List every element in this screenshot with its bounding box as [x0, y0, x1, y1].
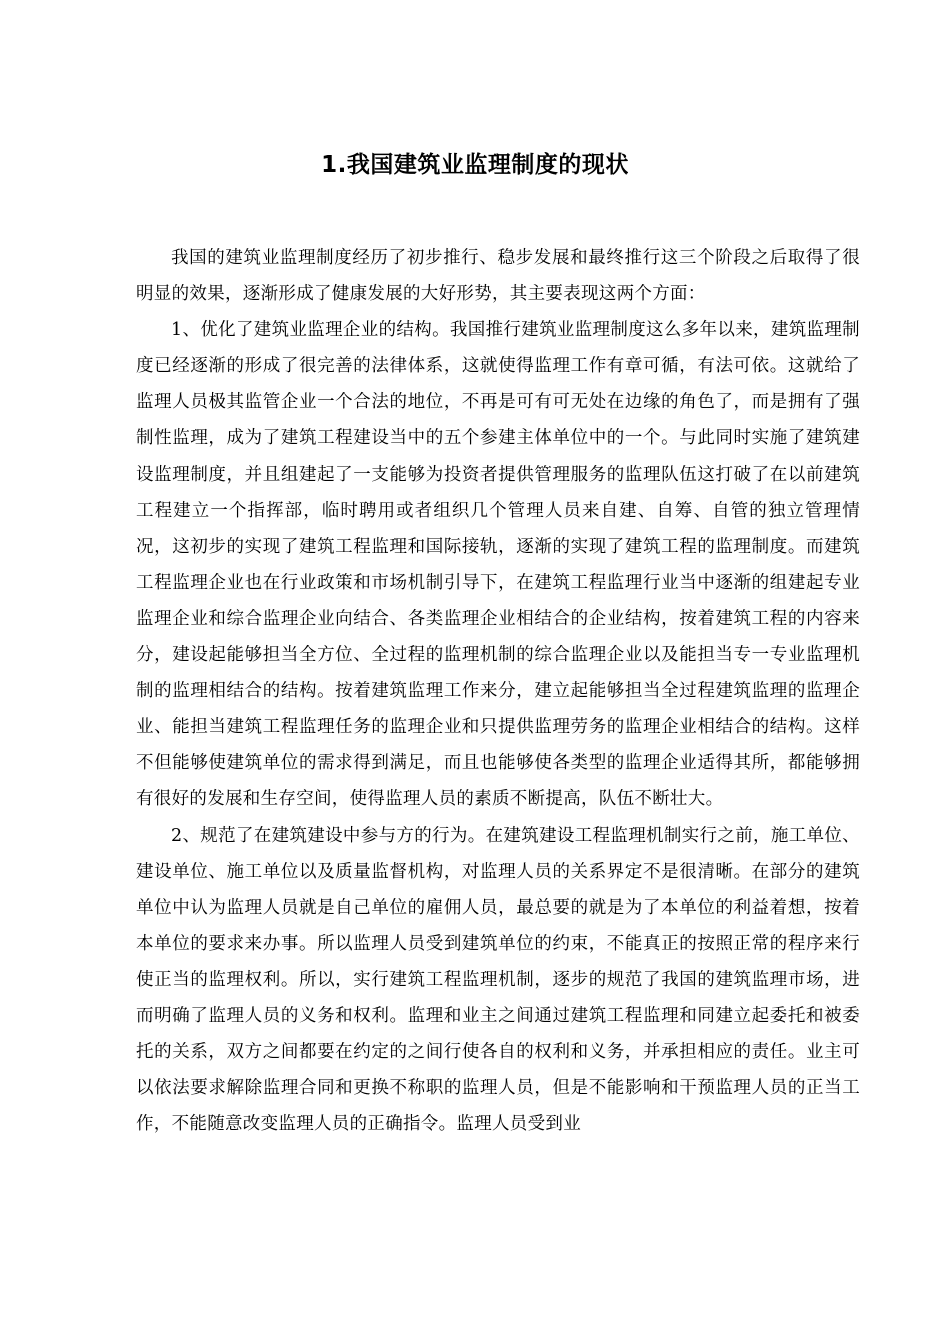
paragraph-intro: 我国的建筑业监理制度经历了初步推行、稳步发展和最终推行这三个阶段之后取得了很明显的效果，逐渐形成了健康发展的大好形势，其主要表现这两个方面： — [136, 248, 860, 305]
body-text — [136, 240, 860, 1142]
paragraph-point-2: 2、规范了在建筑建设中参与方的行为。在建筑建设工程监理机制实行之前，施工单位、建设单位、施工单位以及质量监督机构，对监理人员的关系界定不是很清晰。在部分的建筑单位中认为监理人员就是自己单位的雇佣人员，最总要的就是为了本单位的利益着想，按着本单位的要求来办事。所以监理人员受到建筑单位的约束，不能真正的按照正常的程序来行使正当的监理权利。所以，实行建筑工程监理机制，逐步的规范了我国的建筑监理市场，进而明确了监理人员的义务和权利。监理和业主之间通过建筑工程监理和同建立起委托和被委托的关系，双方之间都要在约定的之间行使各自的权利和义务，并承担相应的责任。业主可以依法要求解除监理合同和更换不称职的监理人员，但是不能影响和干预监理人员的正当工作，不能随意改变监理人员的正确指令。监理人员受到业 — [136, 825, 860, 1135]
paragraph-point-1: 1、优化了建筑业监理企业的结构。我国推行建筑业监理制度这么多年以来，建筑监理制度已经逐渐的形成了很完善的法律体系，这就使得监理工作有章可循，有法可依。这就给了监理人员极其监管企业一个合法的地位，不再是可有可无处在边缘的角色了，而是拥有了强制性监理，成为了建筑工程建设当中的五个参建主体单位中的一个。与此同时实施了建筑建设监理制度，并且组建起了一支能够为投资者提供管理服务的监理队伍这打破了在以前建筑工程建立一个指挥部，临时聘用或者组织几个管理人员来自建、自筹、自管的独立管理情况，这初步的实现了建筑工程监理和国际接轨，逐渐的实现了建筑工程的监理制度。而建筑工程监理企业也在行业政策和市场机制引导下，在建筑工程监理行业当中逐渐的组建起专业监理企业和综合监理企业向结合、各类监理企业相结合的企业结构，按着建筑工程的内容来分，建设起能够担当全方位、全过程的监理机制的综合监理企业以及能担当专一专业监理机制的监理相结合的结构。按着建筑监理工作来分，建立起能够担当全过程建筑监理的监理企业、能担当建筑工程监理任务的监理企业和只提供监理劳务的监理企业相结合的结构。这样不但能够使建筑单位的需求得到满足，而且也能够使各类型的监理企业适得其所，都能够拥有很好的发展和生存空间，使得监理人员的素质不断提高，队伍不断壮大。 — [136, 320, 860, 810]
section-title: 1.我国建筑业监理制度的现状 — [321, 152, 629, 178]
